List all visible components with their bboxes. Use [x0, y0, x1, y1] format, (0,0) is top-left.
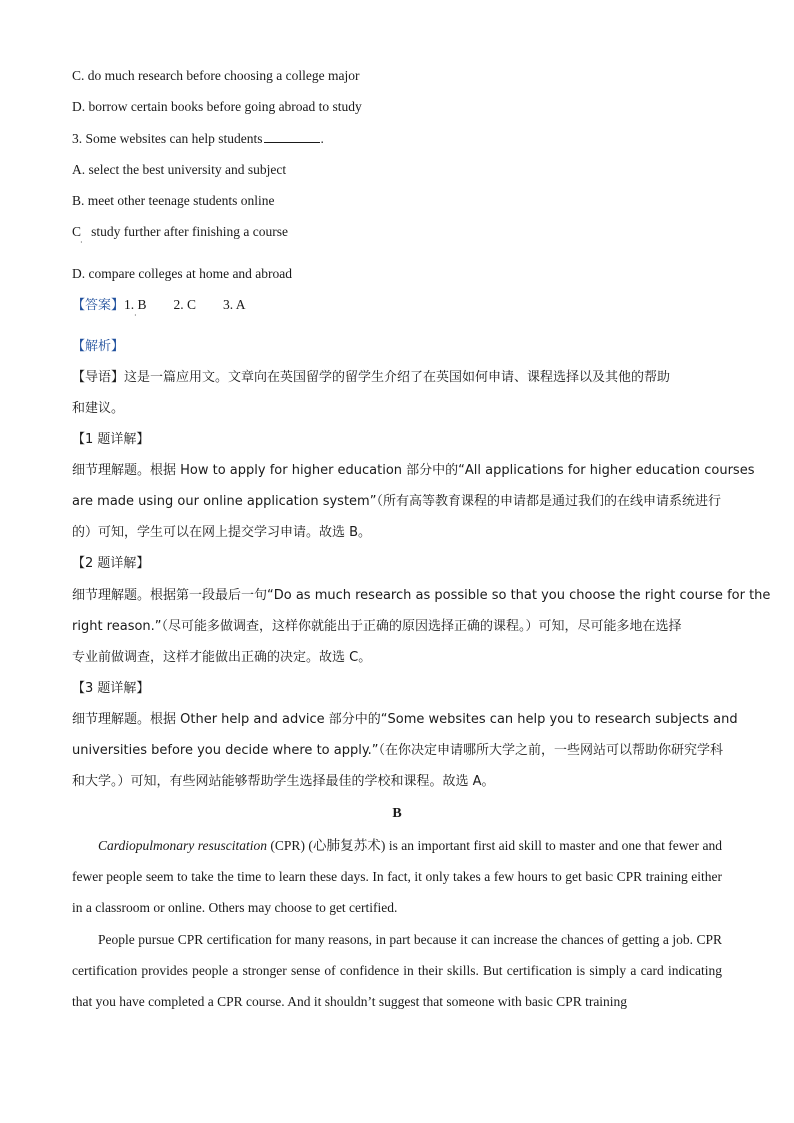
paragraph-1-text: (CPR) (心肺复苏术) is an important first aid skill to master and one that fewer and fewer people seem to take the time to learn these days. In fact, it only takes a few hours to get basic CPR training either in a classroom or online. Others may choose to get certified. — [72, 838, 722, 916]
q3-option-c-text: study further after finishing a course — [91, 224, 288, 239]
q2-detail-label: 【2 题详解】 — [72, 556, 150, 571]
q3-stem-end: . — [320, 131, 324, 146]
q1-detail-line: 细节理解题。根据 How to apply for higher education 部分中的“All applications for higher education courses — [72, 463, 755, 478]
q3-stem-text: 3. Some websites can help students — [72, 131, 263, 146]
section-b-paragraph-1 — [72, 830, 722, 924]
answer-label: 【答案】 — [72, 298, 125, 313]
q1-detail-line: 的）可知，学生可以在网上提交学习申请。故选 B。 — [72, 525, 372, 540]
q3-detail-label: 【3 题详解】 — [72, 681, 150, 696]
q3-option-d: D. compare colleges at home and abroad — [72, 266, 293, 281]
q2-detail-line: 细节理解题。根据第一段最后一句“Do as much research as possible so that you choose the right course for the — [72, 588, 771, 603]
guide-line-1 — [72, 369, 670, 387]
q2-option-d: D. borrow certain books before going abroad to study — [72, 99, 362, 114]
section-b-heading: B — [392, 806, 402, 821]
q3-option-a: A. select the best university and subject — [72, 162, 287, 177]
q2-option-c: C. do much research before choosing a college major — [72, 68, 360, 83]
stray-dot: · — [80, 238, 83, 247]
guide-label: 【导语】 — [72, 370, 125, 385]
q2-detail-line: right reason.”（尽可能多做调查，这样你就能出于正确的原因选择正确的课程。）可知，尽可能多地在选择 — [72, 619, 682, 634]
q2-detail-line: 专业前做调查，这样才能做出正确的决定。故选 C。 — [72, 650, 372, 665]
answer-blank — [264, 130, 320, 143]
stray-dot: · — [134, 311, 137, 320]
paragraph-2-text: People pursue CPR certification for many reasons, in part because it can increase the chances of getting a job. CPR certification provides people a stronger sense of confidence in their skills. But certification is simply a card indicating that you have completed a CPR course. And it shouldn’t suggest that someone with basic CPR training — [72, 932, 722, 1010]
analysis-label: 【解析】 — [72, 339, 125, 354]
section-b-paragraph-2 — [72, 924, 722, 1018]
q3-option-c — [72, 223, 288, 241]
q3-detail-line: 和大学。）可知，有些网站能够帮助学生选择最佳的学校和课程。故选 A。 — [72, 774, 495, 789]
guide-text: 这是一篇应用文。文章向在英国留学的留学生介绍了在英国如何申请、课程选择以及其他的帮助 — [124, 370, 671, 385]
q3-stem — [72, 130, 324, 148]
q3-detail-line: universities before you decide where to apply.”（在你决定申请哪所大学之前，一些网站可以帮助你研究学科 — [72, 743, 724, 758]
q3-detail-line: 细节理解题。根据 Other help and advice 部分中的“Some websites can help you to research subjects and — [72, 712, 738, 727]
q1-detail-label: 【1 题详解】 — [72, 432, 150, 447]
answer-text: 1. B 2. C 3. A — [124, 297, 246, 312]
q3-option-b: B. meet other teenage students online — [72, 193, 275, 208]
q3-option-c-letter: C — [72, 224, 82, 239]
answer-line — [72, 296, 246, 315]
guide-line-2: 和建议。 — [72, 401, 125, 416]
cpr-term: Cardiopulmonary resuscitation — [98, 838, 267, 853]
q1-detail-line: are made using our online application system”（所有高等教育课程的申请都是通过我们的在线申请系统进行 — [72, 494, 721, 509]
